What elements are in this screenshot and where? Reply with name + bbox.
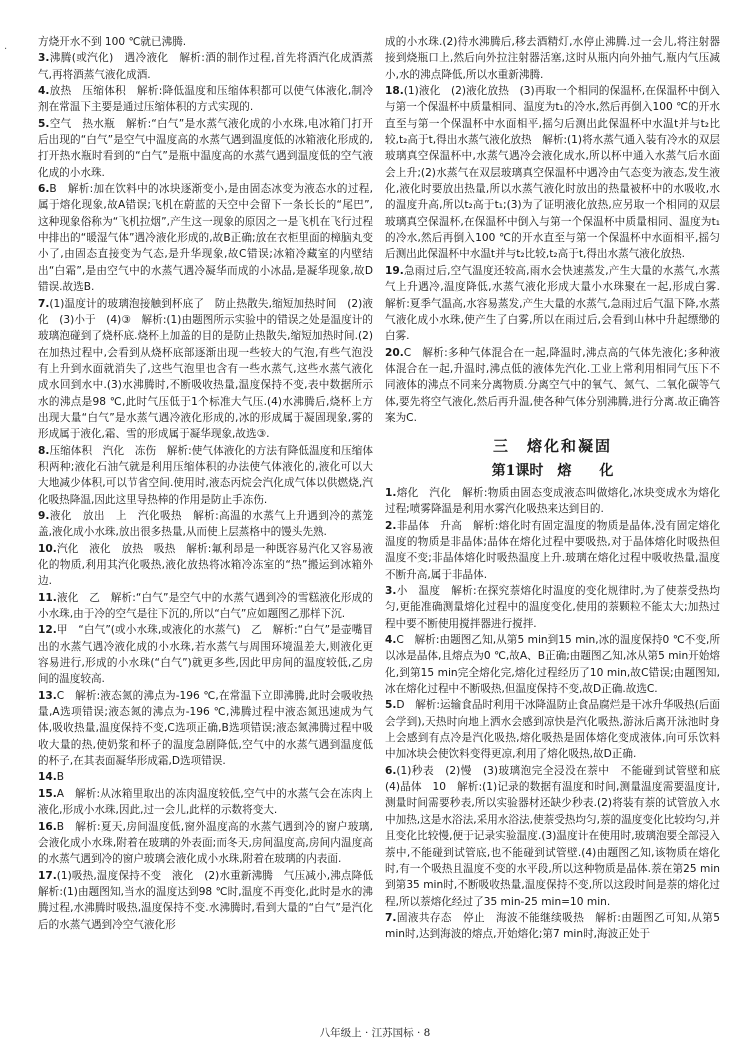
answer-entry <box>38 296 373 443</box>
answer-entry <box>38 34 373 50</box>
answer-entry <box>38 508 373 541</box>
question-number: 20. <box>385 346 404 359</box>
answer-text: 空气 热水瓶 解析:“白气”是水蒸气液化成的小水珠,电冰箱门打开后出现的“白气”是空气中温度高的水蒸气遇到温度低的冰箱液化形成的,打开热水瓶时看到的“白气”是瓶中温度高的水蒸气遇到温度低的空气液化成的小水珠. <box>38 117 373 179</box>
answer-text: 压缩体积 汽化 冻伤 解析:使气体液化的方法有降低温度和压缩体积两种;液化石油气就是利用压缩体积的办法使气体液化的,液化可以大大地减少体积,可以节省空间.使用时,液态丙烷会汽化成气体以供燃烧,汽化吸热降温,因此这里导热棒的作用是防止手冻伤. <box>38 444 373 506</box>
question-number: 6. <box>385 764 397 777</box>
answer-text: 液化 放出 上 汽化吸热 解析:高温的水蒸气上升遇到冷的蒸笼盖,液化成小水珠,放出很多热量,从而使上层蒸格中的馒头先熟. <box>38 509 373 539</box>
answer-entry <box>38 590 373 623</box>
answer-entry <box>38 622 373 687</box>
question-number: 16. <box>38 820 57 833</box>
answer-entry <box>38 688 373 770</box>
answer-text: 急雨过后,空气温度还较高,雨水会快速蒸发,产生大量的水蒸气,水蒸气上升遇冷,温度降低,水蒸气液化形成大量小水珠聚在一起,形成白雾. 解析:夏季气温高,水容易蒸发,产生大量的水蒸气,急雨过后气温下降,水蒸气液化成小水珠,使产生了白雾,所以在雨过后,会看到山林中升起缥缈的白雾. <box>385 264 731 343</box>
answer-entry <box>38 83 373 116</box>
right-column-bottom <box>385 485 731 943</box>
answer-text: 熔化 汽化 解析:物质由固态变成液态叫做熔化,冰块变成水为熔化过程;喷雾降温是利用水雾汽化吸热来达到目的. <box>385 486 720 516</box>
question-number: 14. <box>38 771 57 784</box>
answer-text: 非晶体 升高 解析:熔化时有固定温度的物质是晶体,没有固定熔化温度的物质是非晶体;晶体在熔化过程中要吸热,对于晶体熔化时吸热但温度不变;非晶体熔化时吸热温度上升.玻璃在熔化过程中吸收热量,温度不断升高,属于非晶体. <box>385 519 720 581</box>
question-number: 10. <box>38 542 57 555</box>
answer-entry <box>38 116 373 181</box>
answer-text: 液化 乙 解析:“白气”是空气中的水蒸气遇到冷的雪糕液化形成的小水珠,由于冷的空气是往下沉的,所以“白气”应如题图乙那样下沉. <box>38 591 373 621</box>
page-footer: 八年级上 · 江苏国标 · 8 <box>319 1027 431 1039</box>
answer-entry <box>385 583 720 632</box>
answer-entry <box>385 34 720 83</box>
left-column <box>38 34 384 1019</box>
question-number: 7. <box>38 297 50 310</box>
answer-text: 方烧开水不到 100 ℃就已沸腾. <box>38 36 187 48</box>
question-number: 1. <box>385 486 397 499</box>
answer-entry <box>385 518 720 583</box>
answer-text: (1)吸热,温度保持不变 液化 (2)水重新沸腾 气压减小,沸点降低 解析:(1)由题图知,当水的温度达到98 ℃时,温度不再变化,此时是水的沸腾过程,水沸腾时吸热,温度保持不变.水沸腾时,看到大量的“白气”是汽化后的水蒸气遇到冷空气液化形 <box>38 869 384 931</box>
right-column-top <box>385 34 731 426</box>
answer-text: 汽化 液化 放热 吸热 解析:氟利昂是一种既容易汽化又容易液化的物质,利用其汽化吸热,液化放热将冰箱冷冻室的“热”搬运到冰箱外边. <box>38 542 373 588</box>
question-number: 4. <box>385 634 397 647</box>
question-number: 6. <box>38 183 50 196</box>
answer-text: C 解析:多种气体混合在一起,降温时,沸点高的气体先液化;多种液体混合在一起,升温时,沸点低的液体先汽化.工业上常利用相同气压下不同液体的沸点不同来分离物质.分离空气中的氧气、氮气、二氧化碳等气体,要先将空气液化,然后再升温,使各种气体分别沸腾,进行分离.故正确答案为C. <box>385 346 720 424</box>
answer-text: C 解析:液态氮的沸点为-196 ℃,在常温下立即沸腾,此时会吸收热量,A选项错误;液态氮的沸点为-196 ℃,沸腾过程中液态氮迅速成为气体,吸收热量,温度保持不变,C选项正确,B选项错误;液态氮沸腾过程中吸收大量的热,使奶浆和杯子的温度急剧降低,空气中的水蒸气遇到温度低的杯子,在其表面凝华形成霜,D选项错误. <box>38 689 373 768</box>
answer-text: 甲 “白气”(或小水珠,或液化的水蒸气) 乙 解析:“白气”是壶嘴冒出的水蒸气遇冷液化成的小水珠,若水蒸气与周围环境温差大,则液化更容易进行,形成的小水珠(“白气”)就更多些,因此甲房间的温度较低,乙房间的温度较高. <box>38 624 373 686</box>
answer-entry <box>385 83 720 263</box>
right-column <box>385 34 731 1019</box>
answer-entry <box>38 541 373 590</box>
answer-text: 固液共存态 停止 海波不能继续吸热 解析:由题图乙可知,从第5 min时,达到海波的熔点,开始熔化;第7 min时,海波正处于 <box>385 911 720 941</box>
question-number: 3. <box>38 52 50 65</box>
answer-entry <box>385 632 720 697</box>
answer-text: B <box>56 771 65 784</box>
answer-entry <box>385 910 720 943</box>
answer-text: C 解析:由题图乙知,从第5 min到15 min,冰的温度保持0 ℃不变,所以冰是晶体,且熔点为0 ℃,故A、B正确;由题图乙知,冰从第5 min开始熔化,到第15 min完全熔化完,熔化过程经历了10 min,故C错误;由题图知,冰在熔化过程中不断吸热,但温度保持不变,故D正确.故选C. <box>385 634 720 696</box>
answer-text: (1)秒表 (2)慢 (3)玻璃泡完全浸没在萘中 不能碰到试管壁和底 (4)晶体 10 解析:(1)记录的数据有温度和时间,测量温度需要温度计,测量时间需要秒表,所以实验器材还缺少秒表.(2)将装有萘的试管放入水中加热,这是水浴法,采用水浴法,使萘受热均匀,萘的温度变化比较均匀,并且变化比较慢,便于记录实验温度.(3)温度计在使用时,玻璃泡要全部浸入萘中,不能碰到试管底,也不能碰到试管壁.(4)由题图乙知,该物质在熔化时,有一个吸热且温度不变的水平段,所以这种物质是晶体.萘在第25 min到第35 min时,不断吸收热量,温度保持不变,所以这段时间是萘的熔化过程,所以萘熔化经过了35 min-25 min=10 min. <box>385 764 731 908</box>
answer-text: D 解析:运输食品时利用干冰降温防止食品腐烂是干冰升华吸热(后面会学到),天热时向地上洒水会感到凉快是汽化吸热,游泳后离开泳池时身上会感到有点冷是汽化吸热,熔化吸热是固体熔化变成液体,向可乐饮料中加冰块会使饮料变得更凉,利用了熔化吸热,故D正确. <box>385 699 720 761</box>
answer-entry <box>385 345 720 427</box>
question-number: 7. <box>385 911 397 924</box>
answer-entry <box>38 50 373 83</box>
question-number: 11. <box>38 591 57 604</box>
question-number: 15. <box>38 787 57 800</box>
question-number: 19. <box>385 264 404 277</box>
question-number: 12. <box>38 624 57 637</box>
question-number: 18. <box>385 85 404 98</box>
answer-entry <box>385 263 731 345</box>
question-number: 8. <box>38 444 50 457</box>
answer-entry <box>385 697 720 762</box>
answer-text: 小 温度 解析:在探究萘熔化时温度的变化规律时,为了使萘受热均匀,更能准确测量熔化过程中的温度变化,使用的萘颗粒不能太大;加热过程中要不断使用搅拌器进行搅拌. <box>385 585 720 630</box>
question-number: 5. <box>385 699 397 712</box>
answer-text: B 解析:夏天,房间温度低,窗外温度高的水蒸气遇到冷的窗户玻璃,会液化成小水珠,附着在玻璃的外表面;而冬天,房间温度高,房间内温度高的水蒸气遇到冷的窗户玻璃会液化成小水珠,附着在玻璃的内表面. <box>38 820 373 866</box>
question-number: 9. <box>38 509 50 522</box>
answer-text: 放热 压缩体积 解析:降低温度和压缩体积都可以使气体液化,制冷剂在常温下主要是通过压缩体积的方式实现的. <box>38 85 373 114</box>
answer-text: (1)液化 (2)液化放热 (3)再取一个相同的保温杯,在保温杯中倒入与第一个保温杯中质量相同、温度为t₁的冷水,然后再倒入100 ℃的开水直至与第一个保温杯中水面相平,摇匀后测出此保温杯中水温t并与t₂比较,t₂高于t,得出水蒸气液化放热 解析:(1)将水蒸气通入装有冷水的双层玻璃真空保温杯中,水蒸气遇冷会液化成水,所以杯中通入水蒸气后水面会上升;(2)水蒸气在双层玻璃真空保温杯中遇冷由气态变为液态,发生液化,液化时要放出热量,所以水蒸气液化时放出的热量被杯中的水吸收,水的温度升高,所以t₂高于t₁;(3)为了证明液化放热,应另取一个相同的双层玻璃真空保温杯,在保温杯中倒入与第一个保温杯中质量相同、温度为t₁的冷水,然后再倒入100 ℃的开水直至与第一个保温杯中水面相平,摇匀后测出此保温杯中水温t并与t₂比较,t₂高于t,得出水蒸气液化放热. <box>385 85 720 261</box>
answer-text: A 解析:从冰箱里取出的冻肉温度较低,空气中的水蒸气会在冻肉上液化,形成小水珠,因此,过一会儿,此样的示数将变大. <box>38 787 373 817</box>
answer-entry <box>38 181 373 295</box>
lesson-title: 第1课时 熔 化 <box>491 462 614 479</box>
answer-entry <box>38 868 384 933</box>
question-number: 3. <box>385 585 397 597</box>
margin-mark: · <box>4 44 8 55</box>
answer-entry <box>38 769 373 785</box>
answer-entry <box>38 786 373 819</box>
question-number: 5. <box>38 117 50 130</box>
question-number: 4. <box>38 85 50 98</box>
answer-text: B 解析:加在饮料中的冰块逐渐变小,是由固态冰变为液态水的过程,属于熔化现象,故A错误;飞机在蔚蓝的天空中会留下一条长长的“尾巴”,这种现象俗称为“飞机拉烟”,产生这一现象的原因之一是飞机在飞行过程中排出的“暖湿气体”遇冷液化形成的,故B正确;放在衣柜里面的樟脑丸变小了,由固态直接变为气态,是升华现象,故C错误;冰箱冷藏室的内壁结出“白霜”,是由空气中的水蒸气遇冷凝华而成的小冰晶,是凝华现象,故D错误.故选B. <box>38 183 373 294</box>
question-number: 13. <box>38 689 57 702</box>
answer-entry <box>385 485 720 518</box>
answer-entry <box>38 443 373 508</box>
answer-text: (1)温度计的玻璃泡接触到杯底了 防止热散失,缩短加热时间 (2)液化 (3)小于 (4)③ 解析:(1)由题图所示实验中的错误之处是温度计的玻璃泡碰到了烧杯底.烧杯上加盖的目的是防止热散失,缩短加热时间.(2)在加热过程中,会看到从烧杯底部逐渐出现一些较大的气泡,有些气泡没有上升到水面就消失了,这些气泡里也含有一些水蒸气,这些水蒸气液化成水回到水中.(3)水沸腾时,不断吸收热量,温度保持不变,表中数据所示水的沸点是98 ℃,此时气压低于1个标准大气压.(4)水沸腾后,烧杯上方出现大量“白气”是水蒸气遇冷液化形成的,冰的形成属于凝固现象,雾的形成属于液化,霜、雪的形成属于凝华现象,故选③. <box>38 297 373 441</box>
answer-entry <box>385 763 731 910</box>
two-column-layout <box>38 34 731 1019</box>
answer-entry <box>38 819 373 868</box>
answer-text: 沸腾(或汽化) 遇冷液化 解析:酒的制作过程,首先将酒汽化成酒蒸气,再将酒蒸气液化成酒. <box>38 52 373 81</box>
answer-text: 成的小水珠.(2)待水沸腾后,移去酒精灯,水停止沸腾.过一会儿,将注射器接到烧瓶口上,然后向外拉注射器活塞,这时从瓶内向外抽气,瓶内气压减小,水的沸点降低,所以水重新沸腾. <box>385 36 720 81</box>
question-number: 17. <box>38 869 57 882</box>
section-title: 三 熔化和凝固 <box>492 437 612 456</box>
question-number: 2. <box>385 519 397 532</box>
